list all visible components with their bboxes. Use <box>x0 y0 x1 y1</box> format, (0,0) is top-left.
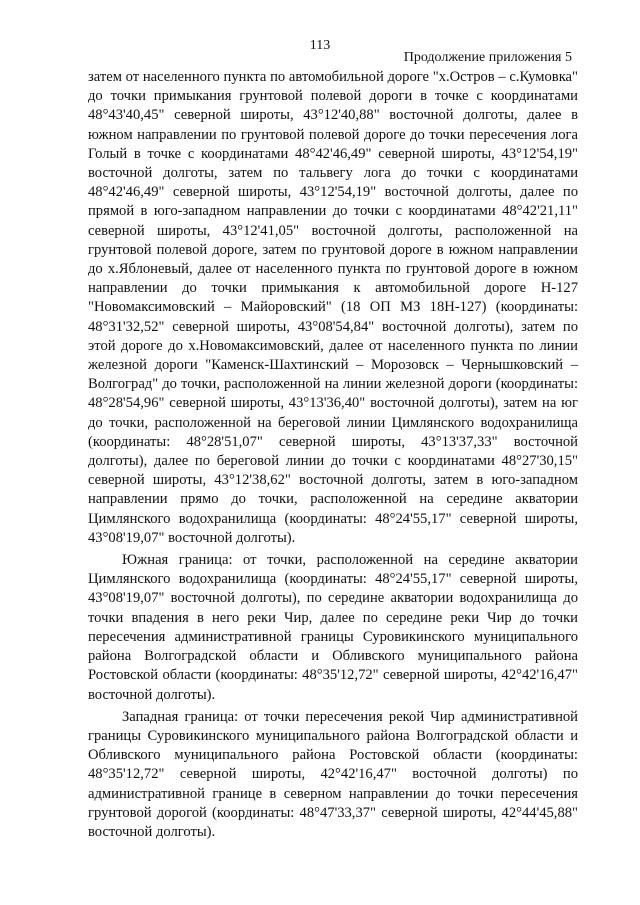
paragraph-southern-boundary: Южная граница: от точки, расположенной на середине акватории Цимлянского водохранилища (координаты: 48°24'55,17" северной широты, 43°08'19,07" восточной долготы), по середине акватории водохранилища до точки впадения в него реки Чир, далее по середине реки Чир до точки пересечения административной границы Суровикинского муниципального района Волгоградской области и Обливского муниципального района Ростовской области (координаты: 48°35'12,72" северной широты, 42°42'16,47" восточной долготы). <box>88 552 578 703</box>
paragraph-eastern-boundary-continuation: затем от населенного пункта по автомобильной дороге "х.Остров – с.Кумовка" до точки примыкания грунтовой полевой дороги в точке с координатами 48°43'40,45" северной широты, 43°12'40,88" восточной долготы, далее в южном направлении по грунтовой полевой дороге до точки пересечения лога Голый в точке с координатами 48°42'46,49" северной широты, 43°12'54,19" восточной долготы, затем по тальвегу лога до точки с координатами 48°42'46,49" северной широты, 43°12'54,19" восточной долготы, далее по прямой в юго-западном направлении до точки с координатами 48°42'21,11" северной широты, 43°12'41,05" восточной долготы, расположенной на грунтовой полевой дороге, затем по грунтовой дороге в южном направлении до х.Яблоневый, далее от населенного пункта по грунтовой дороге в южном направлении до точки примыкания к автомобильной дороге Н-127 "Новомаксимовский – Майоровский" (18 ОП МЗ 18Н-127) (координаты: 48°31'32,52" северной широты, 43°08'54,84" восточной долготы), затем по этой дороге до х.Новомаксимовский, далее от населенного пункта по линии железной дороги "Каменск-Шахтинский – Морозовск – Чернышковский – Волгоград" до точки, расположенной на линии железной дороги (координаты: 48°28'54,96" северной широты, 43°13'36,40" восточной долготы), затем на юг до точки, расположенной на береговой линии Цимлянского водохранилища (координаты: 48°28'51,07" северной широты, 43°13'37,33" восточной долготы), далее по береговой линии до точки с координатами 48°27'30,15" северной широты, 43°12'38,62" восточной долготы, затем в юго-западном направлении прямо до точки, расположенной на середине акватории Цимлянского водохранилища (координаты: 48°24'55,17" северной широты, 43°08'19,07" восточной долготы). <box>88 69 578 546</box>
document-body <box>88 68 578 842</box>
appendix-continuation-note: Продолжение приложения 5 <box>403 50 572 65</box>
page-number: 113 <box>309 38 331 53</box>
paragraph-western-boundary: Западная граница: от точки пересечения рекой Чир административной границы Суровикинского муниципального района Волгоградской области и Обливского муниципального района Ростовской области (координаты: 48°35'12,72" северной широты, 42°42'16,47" восточной долготы) по административной границе в северном направлении до точки пересечения грунтовой дорогой (координаты: 48°47'33,37" северной широты, 42°44'45,88" восточной долготы). <box>88 708 578 840</box>
